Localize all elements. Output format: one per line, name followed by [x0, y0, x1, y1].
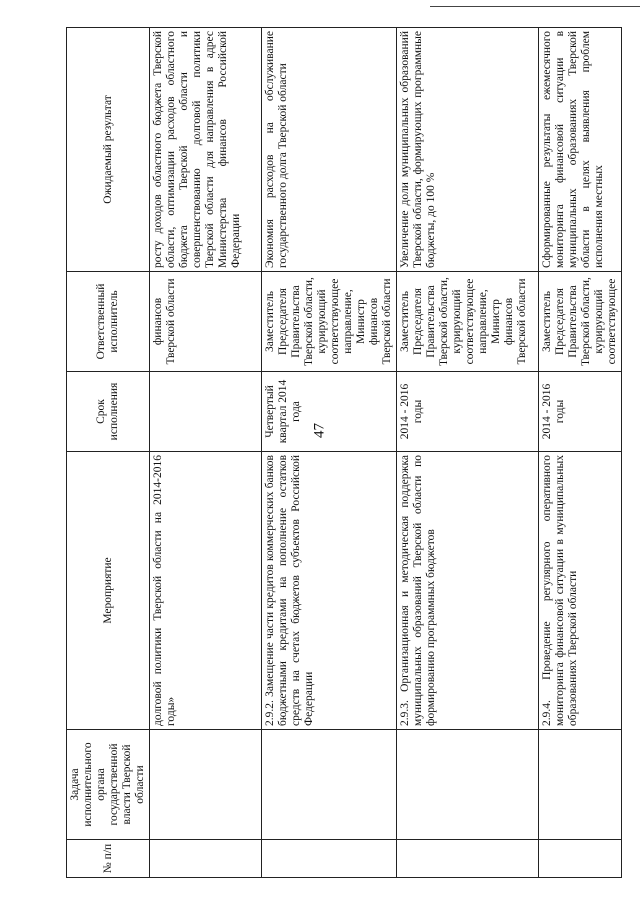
- table-row: [262, 28, 397, 878]
- top-rule: [430, 6, 640, 7]
- cell-executor: Заместитель Председателя Правительства Тверской области, курирующий соответствующее: [539, 272, 622, 372]
- cell-result: Увеличение доли муниципальных образований Тверской области, формирующих программные бюджеты, до 100 %: [397, 28, 539, 272]
- cell-activity: 2.9.3. Организационная и методическая поддержка муниципальных образований Тверской области по формированию программных бюджетов: [397, 452, 539, 730]
- cell-activity: долговой политики Тверской области на 2014-2016 годы»: [150, 452, 262, 730]
- cell-num: [150, 840, 262, 878]
- header-activity: Мероприятие: [67, 452, 150, 730]
- rotated-sheet: [66, 28, 618, 878]
- cell-term: [150, 372, 262, 452]
- cell-result: Сформированные результаты ежемесячного мониторинга финансовой ситуации в муниципальных образованиях Тверской области в целях выявления проблем исполнения местных: [539, 28, 622, 272]
- cell-num: [397, 840, 539, 878]
- cell-executor: Заместитель Председателя Правительства Тверской области, курирующий соответствующее направление, Министр финансов Тверской области: [397, 272, 539, 372]
- cell-task: [539, 730, 622, 840]
- activities-table: [66, 27, 622, 878]
- cell-task: [150, 730, 262, 840]
- table-row: [397, 28, 539, 878]
- cell-term: Четвертый квартал 2014 года: [262, 372, 397, 452]
- header-result: Ожидаемый результат: [67, 28, 150, 272]
- page-number: 47: [311, 423, 328, 438]
- cell-task: [262, 730, 397, 840]
- cell-result: Экономия расходов на обслуживание государственного долга Тверской области: [262, 28, 397, 272]
- cell-num: [262, 840, 397, 878]
- cell-activity: 2.9.4. Проведение регулярного оперативного мониторинга финансовой ситуации в муниципальных образованиях Тверской области: [539, 452, 622, 730]
- cell-task: [397, 730, 539, 840]
- cell-executor: Заместитель Председателя Правительства Тверской области, курирующий соответствующее направление, Министр финансов Тверской области: [262, 272, 397, 372]
- cell-term: 2014 - 2016 годы: [539, 372, 622, 452]
- header-task: Задача исполнительного органа государственной власти Тверской области: [67, 730, 150, 840]
- cell-result: росту доходов областного бюджета Тверской области, оптимизации расходов областного бюджета Тверской области и совершенствованию долговой политики Тверской области для направления в адрес Министерства финансов Российской Федерации: [150, 28, 262, 272]
- header-num: № п/п: [67, 840, 150, 878]
- header-term: Срок исполнения: [67, 372, 150, 452]
- header-executor: Ответственный исполнитель: [67, 272, 150, 372]
- table-row: [150, 28, 262, 878]
- table-row: [539, 28, 622, 878]
- cell-executor: финансов Тверской области: [150, 272, 262, 372]
- table-header-row: [67, 28, 150, 878]
- cell-term: 2014 - 2016 годы: [397, 372, 539, 452]
- cell-num: [539, 840, 622, 878]
- cell-activity: 2.9.2. Замещение части кредитов коммерческих банков бюджетными кредитами на пополнение остатков средств на счетах бюджетов субъектов Российской Федерации: [262, 452, 397, 730]
